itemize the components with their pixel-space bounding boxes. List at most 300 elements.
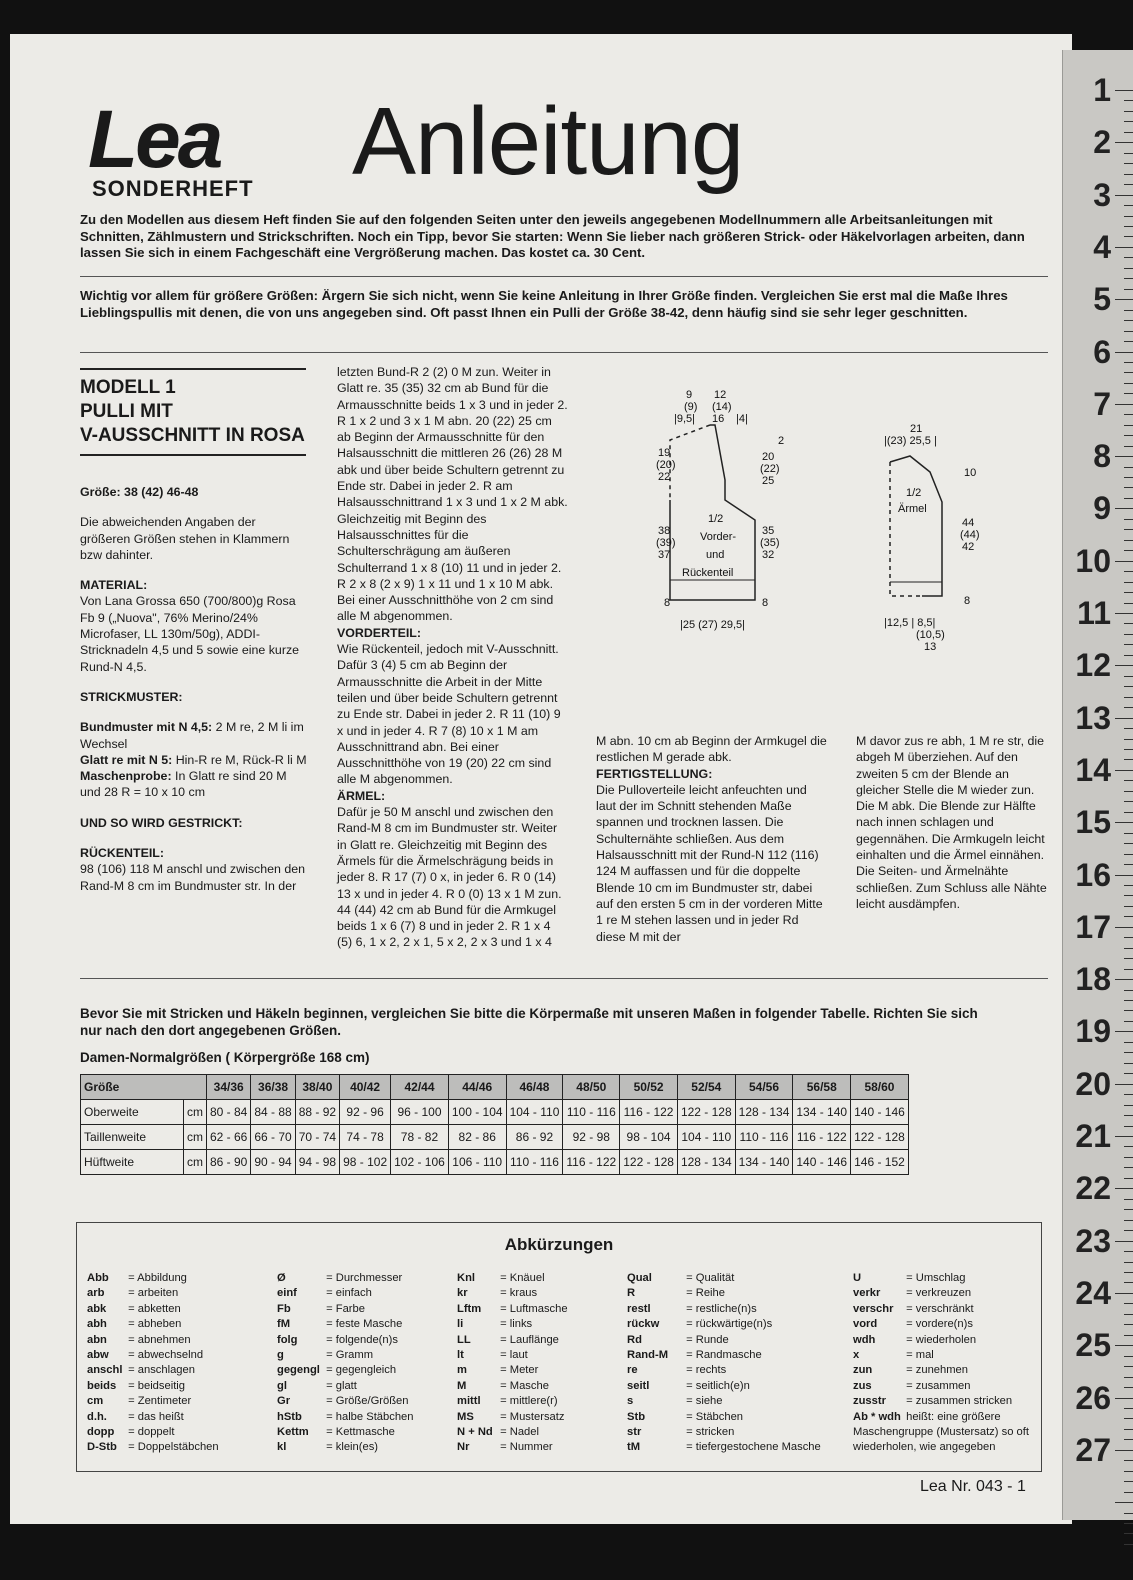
abbreviation-entry bbox=[87, 1410, 219, 1425]
size-header: 54/56 bbox=[735, 1075, 793, 1100]
ruler-tick bbox=[1115, 142, 1133, 143]
abbreviation-key: lt bbox=[457, 1349, 464, 1362]
ruler-tick bbox=[1124, 1533, 1133, 1534]
abbreviation-entry bbox=[853, 1333, 1031, 1348]
ruler-tick bbox=[1124, 895, 1133, 896]
abbreviation-entry bbox=[457, 1333, 568, 1348]
ruler-tick bbox=[1124, 1324, 1133, 1325]
cell: 146 - 152 bbox=[851, 1150, 909, 1175]
center-label: 1/2 bbox=[708, 513, 724, 525]
abbreviation-entry bbox=[457, 1410, 568, 1425]
ruler-tick bbox=[1124, 446, 1133, 447]
abbreviation-entry bbox=[853, 1379, 1031, 1394]
equals-sign: = bbox=[683, 1287, 696, 1300]
abbreviation-meaning: vordere(n)s bbox=[915, 1318, 973, 1331]
cell: 70 - 74 bbox=[295, 1125, 339, 1150]
cell: 88 - 92 bbox=[295, 1100, 339, 1125]
abbreviation-meaning: laut bbox=[509, 1349, 528, 1362]
aermel-text: Dafür je 50 M anschl und zwischen den Rand-M 8 cm im Bundmuster str. Weiter in Glatt re. Gleichzeitig mit Beginn des Ärmels für die Ärmelschrägung beids in jeder 8. R 17 (7) 0 x, in jeder 6. R 0 (14) 13 x und in jeder 4. R 0 (0) 13 x 1 M zun. 44 (44) 42 cm ab Bund für die Armkugel beids 1 x 6 (7) 8 und in jeder 2. R 1 x 4 (5) 6, 1 x 2, 2 x 1, 5 x 2, 2 x 3 und 1 x 4 bbox=[337, 805, 562, 950]
ruler-number: 21 bbox=[1075, 1118, 1111, 1154]
dim-text: 35 bbox=[762, 525, 775, 537]
ruler-tick bbox=[1124, 1377, 1133, 1378]
abbreviation-key: vord bbox=[853, 1318, 878, 1331]
cell: 92 - 98 bbox=[563, 1125, 620, 1150]
abbreviation-entry bbox=[277, 1271, 414, 1286]
abbreviation-meaning: Farbe bbox=[335, 1302, 365, 1315]
dim-text: |9,5| bbox=[674, 413, 696, 425]
cell: 106 - 110 bbox=[448, 1150, 506, 1175]
abbreviation-key: str bbox=[627, 1426, 642, 1439]
ruler-tick bbox=[1115, 1398, 1133, 1399]
abbreviation-entry bbox=[277, 1394, 414, 1409]
table-row bbox=[81, 1125, 909, 1150]
cell: 100 - 104 bbox=[448, 1100, 506, 1125]
abbreviation-entry bbox=[627, 1410, 821, 1425]
ruler-tick bbox=[1115, 352, 1133, 353]
abbreviation-meaning: Stäbchen bbox=[695, 1410, 744, 1423]
equals-sign: = bbox=[323, 1349, 336, 1362]
ruler-tick bbox=[1115, 561, 1133, 562]
page-footer: Lea Nr. 043 - 1 bbox=[920, 1478, 1026, 1495]
abbreviation-key: abh bbox=[87, 1318, 107, 1331]
abbreviation-entry bbox=[457, 1302, 568, 1317]
abbreviation-key: einf bbox=[277, 1287, 297, 1300]
equals-sign: = bbox=[125, 1287, 138, 1300]
equals-sign: = bbox=[125, 1349, 138, 1362]
equals-sign: = bbox=[497, 1395, 510, 1408]
equals-sign: = bbox=[323, 1302, 336, 1315]
ruler-tick bbox=[1115, 1084, 1133, 1085]
abbreviation-meaning: Kettmasche bbox=[335, 1426, 395, 1439]
abbreviation-entry bbox=[457, 1271, 568, 1286]
ruler-tick bbox=[1124, 153, 1133, 154]
abbreviation-entry bbox=[853, 1286, 1031, 1301]
cell: 84 - 88 bbox=[251, 1100, 295, 1125]
abbreviation-meaning: Lauflänge bbox=[509, 1333, 559, 1346]
size-header: 56/58 bbox=[793, 1075, 851, 1100]
divider bbox=[80, 276, 1048, 277]
ruler-tick bbox=[1124, 906, 1133, 907]
ruler-tick bbox=[1124, 592, 1133, 593]
ruler-tick bbox=[1124, 1157, 1133, 1158]
ruler-tick bbox=[1115, 875, 1133, 876]
table-row bbox=[81, 1100, 909, 1125]
abbreviation-key: gegengl bbox=[277, 1364, 320, 1377]
vorder-heading: VORDERTEIL: bbox=[337, 625, 421, 640]
cell: 122 - 128 bbox=[851, 1125, 909, 1150]
abbreviation-meaning: siehe bbox=[695, 1395, 723, 1408]
equals-sign: = bbox=[683, 1364, 696, 1377]
ruler-tick bbox=[1124, 331, 1133, 332]
ruler-tick bbox=[1124, 739, 1133, 740]
ruler-tick bbox=[1115, 1502, 1133, 1503]
size-table bbox=[80, 1074, 909, 1175]
equals-sign: = bbox=[323, 1318, 336, 1331]
abbreviation-entry bbox=[277, 1317, 414, 1332]
cell: 116 - 122 bbox=[563, 1150, 620, 1175]
cell: 104 - 110 bbox=[677, 1125, 735, 1150]
ruler-tick bbox=[1124, 655, 1133, 656]
cell: 96 - 100 bbox=[391, 1100, 449, 1125]
ruler-number: 27 bbox=[1075, 1431, 1111, 1468]
important-paragraph: Wichtig vor allem für größere Größen: Ärgern Sie sich nicht, wenn Sie keine Anleitung in Ihrer Größe finden. Vergleichen Sie erst mal die Maße Ihres Lieblingspullis mit denen, die von uns angegeben sind. Oft passt Ihnen ein Pulli der Größe 38-42, denn häufig sind sie sehr leger geschnitten. bbox=[80, 288, 1008, 320]
sizes-note: Bevor Sie mit Stricken und Häkeln beginnen, vergleichen Sie bitte die Körpermaße mit unseren Maßen in folgender Tabelle. Richten Sie sich nur nach den dort angegebenen Größen. bbox=[80, 1006, 978, 1038]
ruler-tick bbox=[1115, 927, 1133, 928]
ruler-tick bbox=[1115, 195, 1133, 196]
abbreviation-entry bbox=[457, 1348, 568, 1363]
equals-sign: = bbox=[323, 1410, 336, 1423]
ruler-tick bbox=[1124, 1366, 1133, 1367]
cell: 78 - 82 bbox=[391, 1125, 449, 1150]
ruler-number: 12 bbox=[1075, 647, 1111, 684]
abbreviation-entry bbox=[277, 1333, 414, 1348]
abbreviation-entry bbox=[627, 1363, 821, 1378]
abbreviation-meaning: Reihe bbox=[695, 1287, 725, 1300]
abbreviation-entry bbox=[853, 1317, 1031, 1332]
abbreviation-entry bbox=[457, 1440, 568, 1455]
ruler-tick bbox=[1124, 864, 1133, 865]
abbreviation-key: verkr bbox=[853, 1287, 881, 1300]
ruler-number: 20 bbox=[1075, 1065, 1111, 1102]
equals-sign: = bbox=[323, 1333, 336, 1346]
equals-sign: = bbox=[323, 1379, 336, 1392]
abbreviation-key: R bbox=[627, 1287, 636, 1300]
ruler-tick bbox=[1124, 937, 1133, 938]
ruler-tick bbox=[1124, 1042, 1133, 1043]
row-unit: cm bbox=[184, 1150, 207, 1175]
abbreviation-key: kr bbox=[457, 1287, 468, 1300]
ruler-tick bbox=[1124, 801, 1133, 802]
ruler-tick bbox=[1124, 372, 1133, 373]
modell-line: PULLI MIT bbox=[80, 401, 173, 422]
dim-text: |4| bbox=[736, 413, 748, 425]
aermel-heading: ÄRMEL: bbox=[337, 788, 386, 803]
divider bbox=[80, 978, 1048, 979]
center-label: und bbox=[706, 549, 725, 561]
table-row bbox=[81, 1150, 909, 1175]
ruler-tick bbox=[1124, 519, 1133, 520]
abbreviation-entry bbox=[457, 1286, 568, 1301]
fertig-cont-text: M davor zus re abh, 1 M re str, die abgeh M überziehen. Auf den zweiten 5 cm der Blende an gleicher Stelle die M wieder zun. Die M abk. Die Blende zur Hälfte nach innen schlagen und gegennähen. Die Armkugeln leicht einhalten und die Ärmel einnähen. Die Seiten- und Ärmelnähte schließen. Zum Schluss alle Nähte leicht ausdämpfen. bbox=[856, 734, 1047, 911]
ruler-tick bbox=[1115, 770, 1133, 771]
cell: 128 - 134 bbox=[677, 1150, 735, 1175]
ruler-tick bbox=[1115, 1345, 1133, 1346]
equals-sign: = bbox=[125, 1426, 138, 1439]
bund-text: 2 M re, 2 M li im Wechsel bbox=[80, 720, 304, 751]
abbreviation-meaning: verkreuzen bbox=[915, 1287, 972, 1300]
abbreviation-meaning: Mustersatz bbox=[509, 1410, 565, 1423]
size-header: 36/38 bbox=[251, 1075, 295, 1100]
dim-text: 22 bbox=[658, 471, 671, 483]
ruler-tick bbox=[1124, 498, 1133, 499]
cell: 90 - 94 bbox=[251, 1150, 295, 1175]
ruler-tick bbox=[1124, 550, 1133, 551]
equals-sign: = bbox=[125, 1410, 138, 1423]
abbreviation-entry bbox=[627, 1286, 821, 1301]
abbreviation-key: seitl bbox=[627, 1379, 650, 1392]
ruler-number: 6 bbox=[1093, 333, 1111, 370]
ruler-number: 25 bbox=[1075, 1327, 1111, 1364]
ruler-tick bbox=[1115, 404, 1133, 405]
ruler-tick bbox=[1124, 278, 1133, 279]
ruler-tick bbox=[1124, 487, 1133, 488]
abbreviation-entry bbox=[277, 1348, 414, 1363]
ruler-tick bbox=[1124, 1314, 1133, 1315]
abbreviation-key: Lftm bbox=[457, 1302, 482, 1315]
ruler-tick bbox=[1115, 508, 1133, 509]
ruler-tick bbox=[1124, 1178, 1133, 1179]
ruler-number: 18 bbox=[1075, 961, 1111, 998]
abbreviation-entry bbox=[87, 1271, 219, 1286]
abbreviation-entry bbox=[627, 1440, 821, 1455]
brand-sub: SONDERHEFT bbox=[92, 176, 254, 201]
size-header: 46/48 bbox=[506, 1075, 563, 1100]
dim-text: 10 bbox=[964, 467, 977, 479]
cell: 62 - 66 bbox=[207, 1125, 251, 1150]
ruler-number: 9 bbox=[1093, 490, 1111, 527]
abbreviation-meaning: Nadel bbox=[509, 1426, 539, 1439]
abbreviation-key: s bbox=[627, 1395, 634, 1408]
ruler-tick bbox=[1124, 644, 1133, 645]
ruler-tick bbox=[1124, 885, 1133, 886]
equals-sign: = bbox=[497, 1441, 510, 1454]
ruler-tick bbox=[1124, 1460, 1133, 1461]
abbreviation-key: Abb bbox=[87, 1272, 109, 1284]
equals-sign: = bbox=[683, 1318, 696, 1331]
equals-sign: = bbox=[497, 1349, 510, 1362]
abbreviation-meaning: beidseitig bbox=[137, 1379, 186, 1392]
ruler-number: 1 bbox=[1093, 72, 1111, 108]
column-3 bbox=[596, 733, 828, 945]
row-label: Oberweite bbox=[81, 1100, 184, 1125]
dim-text: 37 bbox=[658, 549, 671, 561]
ruler-tick bbox=[1124, 174, 1133, 175]
vorder-text: Wie Rückenteil, jedoch mit V-Ausschnitt. Dafür 3 (4) 5 cm ab Beginn der Armausschnitte die Arbeit in der Mitte teilen und über beide Schultern getrennt zu Ende str. Dabei in jeder 2. R 11 (10) 9 x und in jeder 4. R 7 (8) 10 x 1 M am Ausschnittrand abn. Bei einer Ausschnitthöhe von 19 (20) 22 cm sind alle M abgenommen. bbox=[337, 642, 561, 787]
abbreviation-key: gl bbox=[277, 1379, 287, 1392]
abbreviation-meaning: klein(es) bbox=[335, 1441, 379, 1454]
abbreviation-meaning: Knäuel bbox=[509, 1272, 545, 1284]
ruler-tick bbox=[1124, 1094, 1133, 1095]
abbreviation-entry bbox=[277, 1425, 414, 1440]
measuring-ruler bbox=[1062, 50, 1133, 1520]
center-label: Ärmel bbox=[898, 503, 927, 515]
equals-sign: = bbox=[497, 1364, 510, 1377]
table-header-label: Größe bbox=[81, 1075, 207, 1100]
divider bbox=[80, 352, 1048, 353]
probe-text: In Glatt re sind 20 M und 28 R = 10 x 10 cm bbox=[80, 769, 287, 800]
cell: 140 - 146 bbox=[851, 1100, 909, 1125]
abbreviation-entry bbox=[627, 1302, 821, 1317]
size-header: 42/44 bbox=[391, 1075, 449, 1100]
size-header: 34/36 bbox=[207, 1075, 251, 1100]
ruler-tick bbox=[1124, 1063, 1133, 1064]
glatt-key: Glatt re mit N 5: bbox=[80, 752, 173, 767]
ruler-tick bbox=[1124, 1408, 1133, 1409]
abbreviation-meaning: Qualität bbox=[695, 1272, 735, 1284]
ruler-tick bbox=[1115, 1188, 1133, 1189]
abbreviation-column bbox=[627, 1271, 821, 1456]
abbreviation-key: Qual bbox=[627, 1272, 652, 1284]
equals-sign: = bbox=[125, 1333, 138, 1346]
ruler-tick bbox=[1124, 1492, 1133, 1493]
equals-sign: = bbox=[497, 1379, 510, 1392]
ruler-tick bbox=[1115, 822, 1133, 823]
ruler-tick bbox=[1124, 812, 1133, 813]
abbreviation-key: restl bbox=[627, 1302, 651, 1315]
equals-sign: = bbox=[125, 1302, 138, 1315]
abbreviation-meaning: Gramm bbox=[335, 1349, 374, 1362]
abbreviation-entry bbox=[87, 1394, 219, 1409]
ruler-number: 3 bbox=[1093, 176, 1111, 213]
modell-line: V-AUSSCHNITT IN ROSA bbox=[80, 425, 305, 446]
modell-line: MODELL 1 bbox=[80, 377, 176, 398]
ruler-tick bbox=[1124, 1439, 1133, 1440]
abbreviation-key: re bbox=[627, 1364, 638, 1377]
abbreviation-key: m bbox=[457, 1364, 467, 1377]
abbreviation-key: abk bbox=[87, 1302, 107, 1315]
dim-text: 38 bbox=[658, 525, 671, 537]
equals-sign: = bbox=[125, 1318, 138, 1331]
usw-heading: UND SO WIRD GESTRICKT: bbox=[80, 815, 243, 830]
ruler-number: 24 bbox=[1075, 1274, 1111, 1311]
ruler-number: 11 bbox=[1077, 595, 1111, 631]
abbreviation-key: U bbox=[853, 1272, 862, 1284]
ruler-tick bbox=[1124, 1471, 1133, 1472]
abbreviation-meaning: mittlere(r) bbox=[509, 1395, 558, 1408]
equals-sign: = bbox=[323, 1395, 336, 1408]
abbreviation-key: Kettm bbox=[277, 1426, 309, 1439]
center-label: Vorder- bbox=[700, 531, 737, 543]
ruler-tick bbox=[1124, 634, 1133, 635]
abbreviation-entry bbox=[627, 1394, 821, 1409]
size-header: 44/46 bbox=[448, 1075, 506, 1100]
ruler-tick bbox=[1124, 1251, 1133, 1252]
material-heading: MATERIAL: bbox=[80, 578, 148, 593]
equals-sign: = bbox=[683, 1379, 696, 1392]
column-2 bbox=[337, 364, 569, 951]
body-schematic bbox=[640, 380, 810, 660]
cell: 110 - 116 bbox=[506, 1150, 563, 1175]
ruler-number: 5 bbox=[1093, 281, 1111, 318]
cell: 86 - 92 bbox=[506, 1125, 563, 1150]
abbreviation-key: kl bbox=[277, 1441, 287, 1454]
ruecken-cont-text: letzten Bund-R 2 (2) 0 M zun. Weiter in Glatt re. 35 (35) 32 cm ab Bund für die Armausschnitte beids 1 x 3 und in jeder 2. R 1 x 2 und 3 x 1 M abn. 20 (22) 25 cm ab Beginn der Armausschnitte für den Halsausschnitt die mittleren 26 (26) 28 M abk und über beide Schultern getrennt zu Ende str. Dabei in jeder 2. R am Halsausschnittrand 1 x 3 und 1 x 2 M abk. Gleichzeitig mit Beginn des Halsausschnittes für die Schulterschrägung am äußeren Schulterrand 1 x 8 (10) 11 und in jeder 2. R 2 x 8 (2 x 9) 1 x 11 und 1 x 10 M abk. Bei einer Ausschnitthöhe von 2 cm sind alle M abgenommen. bbox=[337, 365, 568, 624]
abbreviation-entry bbox=[853, 1348, 1031, 1363]
abbreviation-entry bbox=[277, 1440, 414, 1455]
ruecken-text: 98 (106) 118 M anschl und zwischen den Rand-M 8 cm im Bundmuster str. In der bbox=[80, 862, 306, 893]
abbreviation-meaning: Meter bbox=[509, 1364, 539, 1377]
abbreviation-key: x bbox=[853, 1349, 860, 1362]
abbreviation-key: N + Nd bbox=[457, 1426, 493, 1439]
abbreviations-box bbox=[76, 1222, 1042, 1472]
ruler-tick bbox=[1115, 90, 1133, 91]
dim-text: 32 bbox=[762, 549, 775, 561]
abbreviation-meaning: mal bbox=[915, 1349, 934, 1362]
abbreviation-meaning: doppelt bbox=[137, 1426, 175, 1439]
dim-text: 42 bbox=[962, 541, 975, 553]
equals-sign: = bbox=[903, 1272, 916, 1284]
abbreviation-key: abw bbox=[87, 1349, 109, 1362]
abbreviation-meaning: Luftmasche bbox=[509, 1302, 568, 1315]
dim-text: 44 bbox=[962, 517, 975, 529]
abbreviation-meaning: abketten bbox=[137, 1302, 181, 1315]
modell-rule bbox=[80, 454, 306, 456]
equals-sign: = bbox=[125, 1379, 138, 1392]
cell: 82 - 86 bbox=[448, 1125, 506, 1150]
size-line: Größe: 38 (42) 46-48 bbox=[80, 485, 199, 499]
abbreviation-meaning: abheben bbox=[137, 1318, 182, 1331]
dim-text: (9) bbox=[684, 401, 698, 413]
abbreviation-meaning: Größe/Größen bbox=[335, 1395, 409, 1408]
ruler-number: 26 bbox=[1075, 1379, 1111, 1416]
abbreviation-entry bbox=[853, 1302, 1031, 1317]
intro-paragraph: Zu den Modellen aus diesem Heft finden Sie auf den folgenden Seiten unter den jeweils angegebenen Modellnummern alle Arbeitsanleitungen mit Schnitten, Zählmustern und Strickschriften. Noch ein Tipp, bevor Sie starten: Wenn Sie lieber nach größeren Strick- oder Häkelvorlagen arbeiten, dann lassen Sie sich in einem Fachgeschäft eine Vergrößerung machen. Das kostet ca. 30 Cent. bbox=[80, 212, 1025, 260]
abbreviation-entry bbox=[627, 1271, 821, 1286]
ruler-tick bbox=[1124, 540, 1133, 541]
ruler-tick bbox=[1124, 1418, 1133, 1419]
row-unit: cm bbox=[184, 1100, 207, 1125]
ruler-tick bbox=[1124, 1021, 1133, 1022]
abbreviation-key: hStb bbox=[277, 1410, 302, 1423]
ruler-tick bbox=[1115, 1031, 1133, 1032]
cell: 92 - 96 bbox=[340, 1100, 391, 1125]
abbreviation-meaning: abwechselnd bbox=[137, 1349, 204, 1362]
ruler-tick bbox=[1124, 1220, 1133, 1221]
ruler-tick bbox=[1124, 383, 1133, 384]
abbreviation-key: Ab * wdh bbox=[853, 1410, 901, 1423]
ruler-number: 16 bbox=[1075, 856, 1111, 893]
strickmuster-heading: STRICKMUSTER: bbox=[80, 689, 183, 704]
ruler-tick bbox=[1124, 1209, 1133, 1210]
cell: 110 - 116 bbox=[563, 1100, 620, 1125]
glatt-text: Hin-R re M, Rück-R li M bbox=[175, 752, 307, 767]
cell: 134 - 140 bbox=[793, 1100, 851, 1125]
abbreviation-meaning: einfach bbox=[335, 1287, 372, 1300]
ruler-tick bbox=[1124, 477, 1133, 478]
ruler-tick bbox=[1124, 571, 1133, 572]
abbreviation-key: verschr bbox=[853, 1302, 894, 1315]
abbreviation-meaning: Nummer bbox=[509, 1441, 553, 1454]
ruler-number: 19 bbox=[1075, 1013, 1111, 1050]
abbreviation-meaning: rückwärtige(n)s bbox=[695, 1318, 773, 1331]
ruler-tick bbox=[1124, 1513, 1133, 1514]
material-text: Von Lana Grossa 650 (700/800)g Rosa Fb 9 („Nuova", 76% Merino/24% Microfaser, LL 130m/50g), ADDI-Stricknadeln 4,5 und 5 sowie eine kurze Rund-N 4,5. bbox=[80, 594, 300, 674]
center-label: Rückenteil bbox=[682, 567, 734, 579]
table-header-row bbox=[81, 1075, 909, 1100]
abbreviation-entry bbox=[87, 1302, 219, 1317]
ruler-tick bbox=[1124, 697, 1133, 698]
abbreviation-entry bbox=[457, 1394, 568, 1409]
ruler-number: 17 bbox=[1075, 908, 1111, 945]
size-header: 50/52 bbox=[620, 1075, 678, 1100]
cell: 102 - 106 bbox=[391, 1150, 449, 1175]
dim-text: 13 bbox=[924, 641, 937, 653]
ruler-tick bbox=[1124, 686, 1133, 687]
abbreviation-entry bbox=[87, 1333, 219, 1348]
cell: 128 - 134 bbox=[735, 1100, 793, 1125]
abbreviation-meaning: zusammen stricken bbox=[915, 1395, 1013, 1408]
cell: 94 - 98 bbox=[295, 1150, 339, 1175]
abbreviation-entry bbox=[277, 1379, 414, 1394]
abbreviation-key: beids bbox=[87, 1379, 117, 1392]
abbreviation-key: d.h. bbox=[87, 1410, 107, 1423]
abbreviation-entry bbox=[457, 1317, 568, 1332]
equals-sign: = bbox=[497, 1426, 510, 1439]
abbreviation-entry bbox=[87, 1425, 219, 1440]
abbreviation-meaning: wiederholen bbox=[915, 1333, 977, 1346]
ruler-tick bbox=[1124, 623, 1133, 624]
abbreviation-entry bbox=[87, 1348, 219, 1363]
